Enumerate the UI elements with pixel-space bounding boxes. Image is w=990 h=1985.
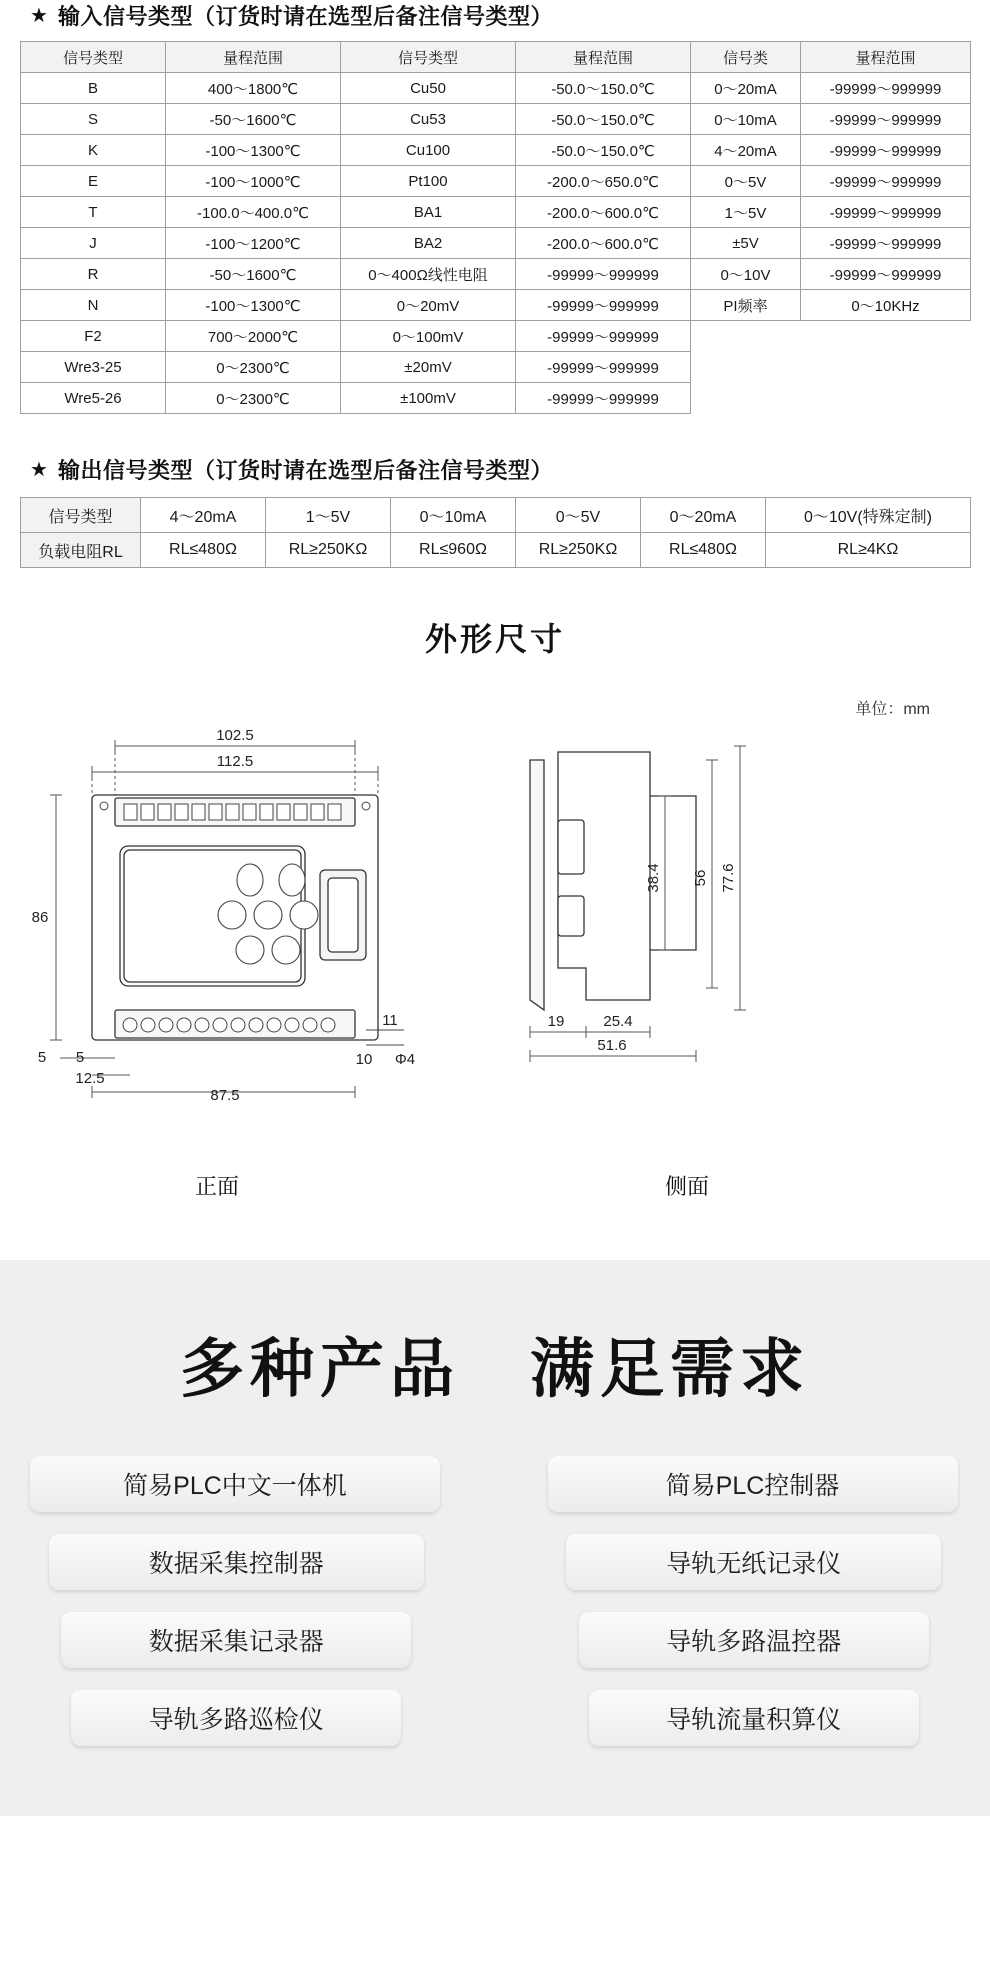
product-pill[interactable]: 简易PLC控制器 (548, 1456, 958, 1512)
cell: R (21, 259, 166, 290)
cell: J (21, 228, 166, 259)
cell: RL≤480Ω (641, 533, 766, 568)
cell: F2 (21, 321, 166, 352)
dimensions-title: 外形尺寸 (424, 621, 565, 657)
front-view-caption: 正面 (195, 1174, 240, 1199)
product-pill[interactable]: 简易PLC中文一体机 (30, 1456, 440, 1512)
cell-empty (691, 383, 801, 414)
front-view-drawing (20, 700, 580, 1170)
cell: K (21, 135, 166, 166)
table-row (21, 73, 971, 104)
output-signal-table (20, 497, 971, 568)
cell: -100～1300℃ (166, 135, 341, 166)
cell: RL≥4KΩ (766, 533, 971, 568)
dim-label-38-4: 38.4 (645, 863, 662, 893)
cell: 0～2300℃ (166, 383, 341, 414)
cell: -99999～999999 (516, 352, 691, 383)
cell: 0～10V (691, 259, 801, 290)
star-icon: ★ (30, 458, 48, 481)
star-icon: ★ (30, 4, 48, 27)
cell: N (21, 290, 166, 321)
table-row (21, 104, 971, 135)
cell: -99999～999999 (516, 383, 691, 414)
table-header-row (21, 42, 971, 73)
cell: T (21, 197, 166, 228)
table-row (21, 321, 971, 352)
cell: -99999～999999 (516, 259, 691, 290)
product-pill[interactable]: 导轨多路温控器 (579, 1612, 929, 1668)
cell: Wre5-26 (21, 383, 166, 414)
product-pill-grid (30, 1456, 960, 1746)
dim-label-56: 56 (692, 869, 709, 887)
table-row (21, 228, 971, 259)
col-header: 信号类 (691, 42, 801, 73)
product-pill[interactable]: 导轨多路巡检仪 (71, 1690, 401, 1746)
product-pill[interactable]: 导轨无纸记录仪 (566, 1534, 941, 1590)
cell: E (21, 166, 166, 197)
dim-label-11: 11 (382, 1012, 398, 1029)
cell: -200.0～650.0℃ (516, 166, 691, 197)
cell: -99999～999999 (516, 321, 691, 352)
cell: BA2 (341, 228, 516, 259)
banner-title: 多种产品 满足需求 (180, 1333, 810, 1407)
cell-empty (801, 352, 971, 383)
cell: -100.0～400.0℃ (166, 197, 341, 228)
dim-label-87-5: 87.5 (210, 1087, 240, 1104)
cell: -50～1600℃ (166, 104, 341, 135)
cell: -99999～999999 (801, 73, 971, 104)
cell: Wre3-25 (21, 352, 166, 383)
dim-label-86: 86 (31, 909, 49, 926)
cell: S (21, 104, 166, 135)
cell: -200.0～600.0℃ (516, 197, 691, 228)
cell: -99999～999999 (801, 104, 971, 135)
cell: 1～5V (266, 498, 391, 533)
input-section-heading (0, 0, 990, 41)
col-header: 量程范围 (166, 42, 341, 73)
col-header: 量程范围 (516, 42, 691, 73)
table-row (21, 290, 971, 321)
spacer (0, 414, 990, 454)
cell-empty (801, 383, 971, 414)
cell: RL≤480Ω (141, 533, 266, 568)
cell: -100～1000℃ (166, 166, 341, 197)
cell: PI频率 (691, 290, 801, 321)
cell: 0～10mA (391, 498, 516, 533)
cell: Pt100 (341, 166, 516, 197)
cell: Cu50 (341, 73, 516, 104)
cell: RL≤960Ω (391, 533, 516, 568)
row-header: 信号类型 (21, 498, 141, 533)
cell: 0～10V(特殊定制) (766, 498, 971, 533)
dim-label-25-4: 25.4 (603, 1013, 633, 1030)
table-row (21, 383, 971, 414)
cell: B (21, 73, 166, 104)
cell: 0～20mA (691, 73, 801, 104)
dim-label-19: 19 (547, 1013, 565, 1030)
table-row (21, 533, 971, 568)
table-row (21, 166, 971, 197)
side-view-caption: 侧面 (665, 1174, 710, 1199)
cell: -99999～999999 (516, 290, 691, 321)
cell: 4～20mA (141, 498, 266, 533)
product-pill[interactable]: 数据采集控制器 (49, 1534, 424, 1590)
cell: RL≥250KΩ (516, 533, 641, 568)
cell: -99999～999999 (801, 135, 971, 166)
cell: 0～400Ω线性电阻 (341, 259, 516, 290)
dim-label-51-6: 51.6 (597, 1037, 627, 1054)
cell: Cu100 (341, 135, 516, 166)
cell: 0～20mV (341, 290, 516, 321)
cell: -99999～999999 (801, 197, 971, 228)
cell: -99999～999999 (801, 166, 971, 197)
dim-label-10: 10 (355, 1051, 373, 1068)
cell: 0～20mA (641, 498, 766, 533)
cell: 1～5V (691, 197, 801, 228)
cell: -100～1300℃ (166, 290, 341, 321)
unit-note: 单位：mm (855, 701, 930, 718)
cell-empty (691, 321, 801, 352)
table-row (21, 197, 971, 228)
table-row (21, 135, 971, 166)
dim-label-phi4: Φ4 (394, 1051, 416, 1068)
table-row (21, 352, 971, 383)
cell: 0～5V (691, 166, 801, 197)
cell-empty (801, 321, 971, 352)
cell: -50.0～150.0℃ (516, 104, 691, 135)
dim-label-112-5: 112.5 (216, 753, 254, 770)
table-row (21, 498, 971, 533)
product-pill[interactable]: 数据采集记录器 (61, 1612, 411, 1668)
cell: -50.0～150.0℃ (516, 135, 691, 166)
col-header: 信号类型 (341, 42, 516, 73)
cell-empty (691, 352, 801, 383)
cell: -50～1600℃ (166, 259, 341, 290)
cell: 700～2000℃ (166, 321, 341, 352)
cell: RL≥250KΩ (266, 533, 391, 568)
dim-label-5b: 5 (75, 1049, 85, 1066)
cell: -99999～999999 (801, 228, 971, 259)
input-signal-table (20, 41, 971, 414)
input-table-wrap (0, 41, 990, 414)
cell: ±100mV (341, 383, 516, 414)
output-section-title: 输出信号类型（订货时请在选型后备注信号类型） (57, 458, 553, 483)
cell: -200.0～600.0℃ (516, 228, 691, 259)
dim-label-5a: 5 (37, 1049, 47, 1066)
cell: ±20mV (341, 352, 516, 383)
dim-label-12-5: 12.5 (75, 1070, 105, 1087)
input-section-title: 输入信号类型（订货时请在选型后备注信号类型） (57, 4, 553, 29)
cell: 0～10KHz (801, 290, 971, 321)
cell: 400～1800℃ (166, 73, 341, 104)
cell: ±5V (691, 228, 801, 259)
cell: Cu53 (341, 104, 516, 135)
output-table-wrap (0, 497, 990, 568)
side-view-drawing (500, 700, 880, 1170)
cell: 4～20mA (691, 135, 801, 166)
table-row (21, 259, 971, 290)
cell: 0～10mA (691, 104, 801, 135)
col-header: 量程范围 (801, 42, 971, 73)
cell: 0～5V (516, 498, 641, 533)
cell: -50.0～150.0℃ (516, 73, 691, 104)
cell: BA1 (341, 197, 516, 228)
row-header: 负载电阻RL (21, 533, 141, 568)
cell: -100～1200℃ (166, 228, 341, 259)
output-section-heading (0, 454, 990, 495)
dim-label-102-5: 102.5 (216, 727, 254, 744)
cell: 0～2300℃ (166, 352, 341, 383)
dimension-drawings (0, 670, 990, 1230)
dim-label-77-6: 77.6 (720, 863, 737, 893)
col-header: 信号类型 (21, 42, 166, 73)
product-pill[interactable]: 导轨流量积算仪 (589, 1690, 919, 1746)
cell: 0～100mV (341, 321, 516, 352)
cell: -99999～999999 (801, 259, 971, 290)
products-banner (0, 1260, 990, 1816)
